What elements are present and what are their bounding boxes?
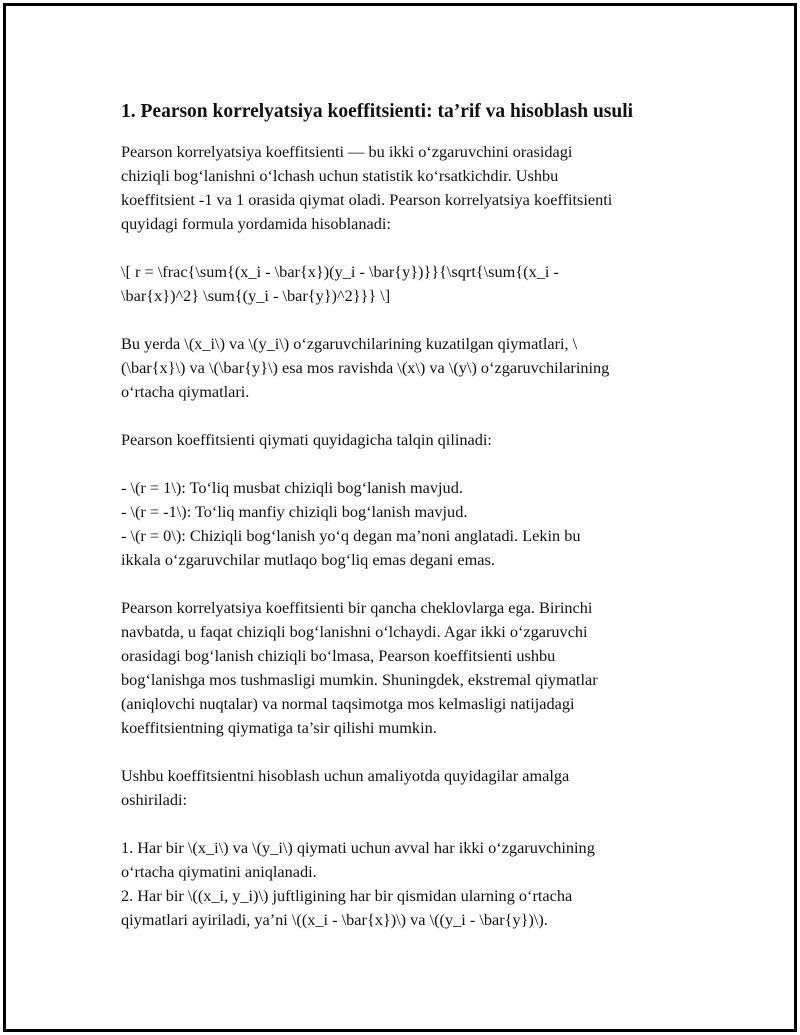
- paragraph-gap: [121, 452, 681, 476]
- paragraph-gap: [121, 308, 681, 332]
- steps-list: [121, 836, 681, 932]
- interpretation-intro: Pearson koeffitsienti qiymati quyidagicha talqin qilinadi:: [121, 430, 492, 449]
- page-frame: [3, 3, 797, 1032]
- practice-intro-line: oshiriladi:: [121, 790, 188, 809]
- formula-paragraph: [121, 260, 681, 308]
- intro-line: koeffitsient -1 va 1 orasida qiymat oladi. Pearson korrelyatsiya koeffitsienti: [121, 190, 613, 209]
- practice-intro-paragraph: [121, 764, 681, 812]
- limitations-paragraph: [121, 596, 681, 740]
- paragraph-gap: [121, 812, 681, 836]
- step-line: qiymatlari ayiriladi, ya’ni \((x_i - \bar{x})\) va \((y_i - \bar{y})\).: [121, 910, 548, 929]
- interpretation-line: - \(r = 1\): To‘liq musbat chiziqli bog‘lanish mavjud.: [121, 478, 463, 497]
- intro-line: chiziqli bog‘lanishni o‘lchash uchun statistik ko‘rsatkichdir. Ushbu: [121, 166, 559, 185]
- intro-line: Pearson korrelyatsiya koeffitsienti — bu ikki o‘zgaruvchini orasidagi: [121, 142, 573, 161]
- interpretation-line: - \(r = 0\): Chiziqli bog‘lanish yo‘q degan ma’noni anglatadi. Lekin bu: [121, 526, 581, 545]
- limitations-line: orasidagi bog‘lanish chiziqli bo‘lmasa, Pearson koeffitsienti ushbu: [121, 646, 556, 665]
- explanation-line: Bu yerda \(x_i\) va \(y_i\) o‘zgaruvchilarining kuzatilgan qiymatlari, \: [121, 334, 578, 353]
- interpretation-line: ikkala o‘zgaruvchilar mutlaqo bog‘liq emas degani emas.: [121, 550, 495, 569]
- step-line: o‘rtacha qiymatini aniqlanadi.: [121, 862, 317, 881]
- interpretation-line: - \(r = -1\): To‘liq manfiy chiziqli bog‘lanish mavjud.: [121, 502, 468, 521]
- limitations-line: navbatda, u faqat chiziqli bog‘lanishni o‘lchaydi. Agar ikki o‘zgaruvchi: [121, 622, 588, 641]
- paragraph-gap: [121, 740, 681, 764]
- paragraph-gap: [121, 236, 681, 260]
- intro-line: quyidagi formula yordamida hisoblanadi:: [121, 214, 391, 233]
- explanation-paragraph: [121, 332, 681, 404]
- explanation-line: (\bar{x}\) va \(\bar{y}\) esa mos ravishda \(x\) va \(y\) o‘zgaruvchilarining: [121, 358, 610, 377]
- document-title: 1. Pearson korrelyatsiya koeffitsienti: ta’rif va hisoblash usuli: [121, 101, 634, 122]
- step-line: 2. Har bir \((x_i, y_i)\) juftligining har bir qismidan ularning o‘rtacha: [121, 886, 573, 905]
- limitations-line: koeffitsientning qiymatiga ta’sir qilishi mumkin.: [121, 718, 437, 737]
- document-content: [121, 98, 681, 932]
- intro-paragraph: [121, 140, 681, 236]
- practice-intro-line: Ushbu koeffitsientni hisoblash uchun amaliyotda quyidagilar amalga: [121, 766, 570, 785]
- interpretation-list: [121, 476, 681, 572]
- step-line: 1. Har bir \(x_i\) va \(y_i\) qiymati uchun avval har ikki o‘zgaruvchining: [121, 838, 595, 857]
- paragraph-gap: [121, 404, 681, 428]
- formula-line: \bar{x})^2} \sum{(y_i - \bar{y})^2}}} \]: [121, 286, 391, 305]
- explanation-line: o‘rtacha qiymatlari.: [121, 382, 250, 401]
- limitations-line: (aniqlovchi nuqtalar) va normal taqsimotga mos kelmasligi natijadagi: [121, 694, 575, 713]
- limitations-line: Pearson korrelyatsiya koeffitsienti bir qancha cheklovlarga ega. Birinchi: [121, 598, 593, 617]
- limitations-line: bog‘lanishga mos tushmasligi mumkin. Shuningdek, ekstremal qiymatlar: [121, 670, 598, 689]
- formula-line: \[ r = \frac{\sum{(x_i - \bar{x})(y_i - \bar{y})}}{\sqrt{\sum{(x_i -: [121, 262, 559, 281]
- paragraph-gap: [121, 572, 681, 596]
